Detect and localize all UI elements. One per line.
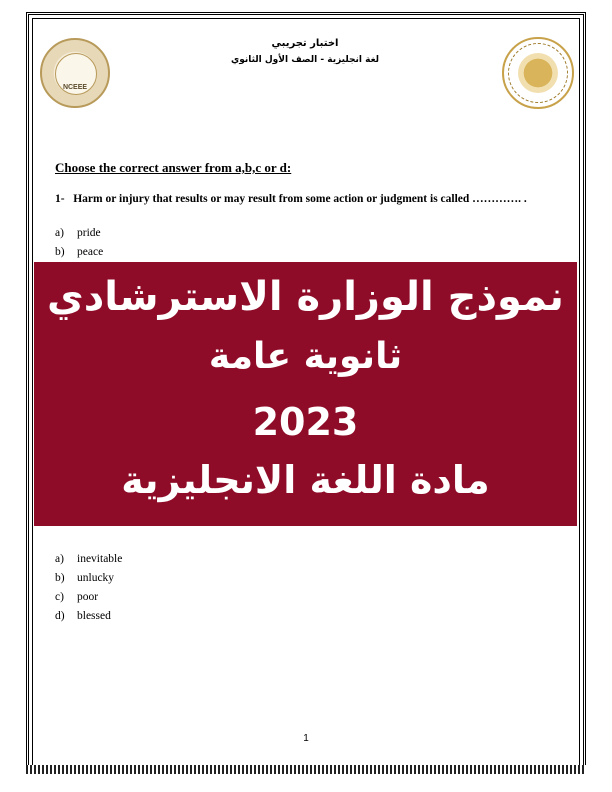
question-number: 1- [55, 193, 65, 205]
question-2-options [55, 550, 122, 626]
document-header [120, 38, 490, 65]
option-c: c) poor [55, 591, 99, 603]
page-border-bottom-pattern [26, 765, 586, 774]
banner-year: 2023 [252, 400, 359, 444]
banner-line-4: مادة اللغة الانجليزية [121, 458, 490, 502]
option-b: b) peace [55, 246, 104, 258]
banner-line-1: نموذج الوزارة الاسترشادي [47, 274, 564, 320]
nceee-logo-text: NCEEE [62, 84, 88, 91]
banner-line-2: ثانوية عامة [208, 336, 403, 377]
instruction-text: Choose the correct answer from a,b,c or d: [55, 160, 292, 175]
promo-banner [34, 262, 577, 526]
option-a: a) pride [55, 227, 101, 239]
option-b: b) unlucky [55, 572, 115, 584]
question-1-options [55, 224, 103, 262]
question-text: Harm or injury that results or may result from some action or judgment is called …………. . [73, 193, 527, 205]
nceee-logo-icon [40, 38, 110, 108]
ministry-of-education-seal-icon [502, 37, 574, 109]
question-1 [55, 190, 535, 208]
instruction-block [55, 160, 535, 176]
option-a: a) inevitable [55, 553, 123, 565]
page-number: 1 [303, 733, 309, 744]
header-title: اختبار تجريبي [271, 38, 339, 49]
header-subtitle: لغة انجليزية - الصف الأول الثانوي [230, 55, 380, 65]
option-d: d) blessed [55, 610, 111, 622]
